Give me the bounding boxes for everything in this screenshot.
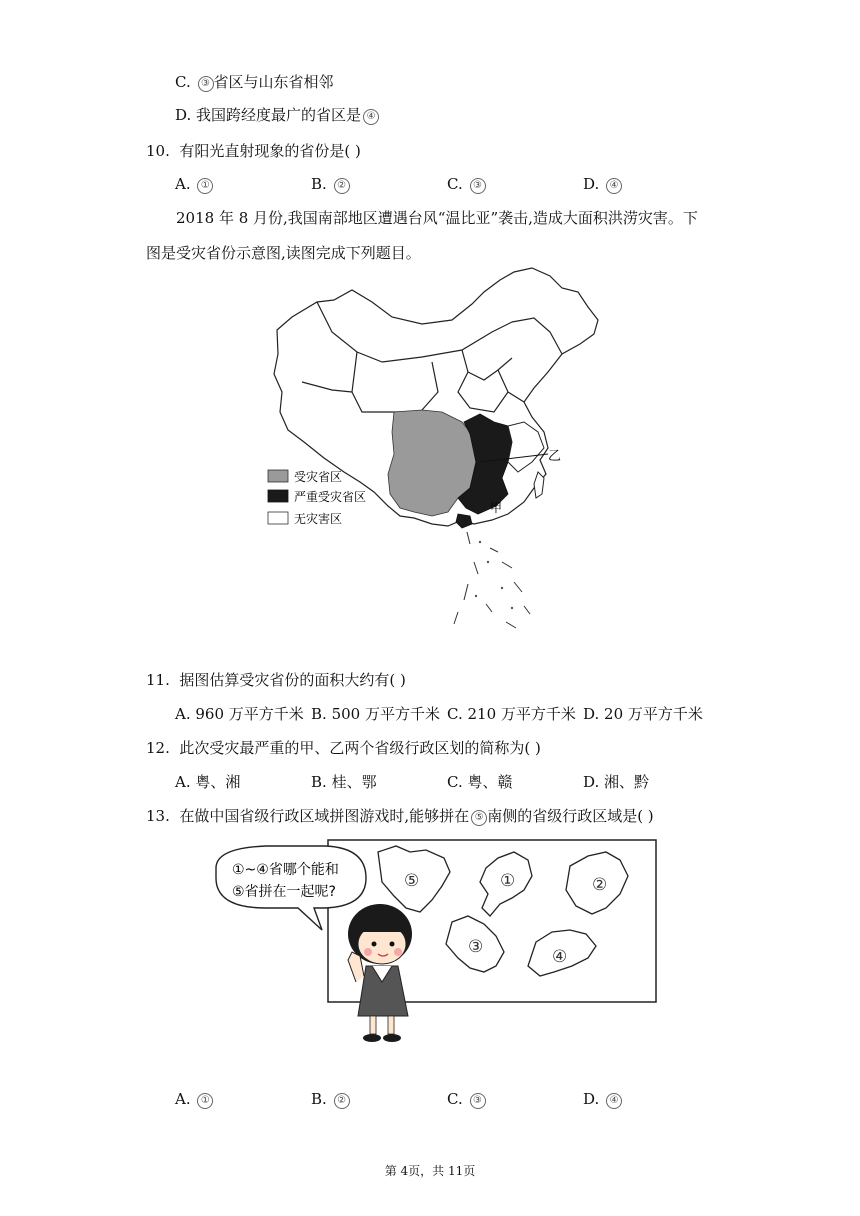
- piece-label-5: ⑤: [404, 871, 420, 891]
- legend-severe: 严重受灾省区: [294, 490, 367, 504]
- q9-option-d: D. 我国跨经度最广的省区是 ④: [175, 105, 379, 125]
- q10-option-a: A. ①: [175, 174, 213, 194]
- label-jia: 甲: [490, 501, 503, 515]
- piece-label-1: ①: [500, 871, 516, 891]
- q13-option-a: A. ①: [175, 1089, 213, 1109]
- q12-stem: 12. 此次受灾最严重的甲、乙两个省级行政区划的简称为( ): [146, 739, 541, 757]
- legend-swatch-none: [268, 512, 288, 524]
- q13-option-b: B. ②: [311, 1089, 350, 1109]
- piece-label-2: ②: [592, 875, 608, 895]
- q11-option-b: B. 500 万平方千米: [311, 705, 440, 723]
- china-flood-map: [262, 262, 612, 634]
- q13-stem: 13. 在做中国省级行政区域拼图游戏时,能够拼在 ⑤ 南侧的省级行政区域是( ): [146, 807, 654, 825]
- page-footer: 第 4页，共 11页: [384, 1164, 476, 1178]
- q10-option-d: D. ④: [583, 174, 622, 194]
- map-legend: [268, 469, 366, 526]
- q11-option-a: A. 960 万平方千米: [175, 705, 304, 723]
- legend-none: 无灾害区: [294, 512, 343, 526]
- piece-label-4: ④: [552, 947, 568, 967]
- bubble-text-1: ①~④省哪个能和: [232, 862, 339, 878]
- island-dots: [475, 541, 513, 609]
- q9-option-c: C. ③ 省区与山东省相邻: [175, 73, 334, 91]
- q13-option-c: C. ③: [447, 1089, 486, 1109]
- q12-option-d: D. 湘、黔: [583, 773, 650, 791]
- q12-option-b: B. 桂、鄂: [311, 773, 377, 791]
- legend-affected: 受灾省区: [294, 470, 343, 484]
- q10-option-c: C. ③: [447, 174, 486, 194]
- q13-option-d: D. ④: [583, 1089, 622, 1109]
- legend-swatch-affected: [268, 470, 288, 482]
- q12-option-a: A. 粤、湘: [175, 773, 241, 791]
- q11-stem: 11. 据图估算受灾省份的面积大约有( ): [146, 671, 406, 689]
- puzzle-figure: [196, 838, 664, 1050]
- circled-number: ④: [363, 109, 379, 125]
- legend-swatch-severe: [268, 490, 288, 502]
- passage-line-1: 2018 年 8 月份,我国南部地区遭遇台风“温比亚”袭击,造成大面积洪涝灾害。下: [176, 209, 698, 227]
- circled-number: ③: [198, 76, 214, 92]
- q10-stem: 10. 有阳光直射现象的省份是( ): [146, 142, 361, 160]
- piece-label-3: ③: [468, 937, 484, 957]
- q11-option-d: D. 20 万平方千米: [583, 705, 703, 723]
- q12-option-c: C. 粤、赣: [447, 773, 513, 791]
- q11-option-c: C. 210 万平方千米: [447, 705, 576, 723]
- q10-option-b: B. ②: [311, 174, 350, 194]
- china-map-svg: [262, 262, 612, 634]
- bubble-text-2: ⑤省拼在一起呢?: [232, 884, 336, 900]
- label-yi: 乙: [548, 449, 562, 464]
- passage-line-2: 图是受灾省份示意图,读图完成下列题目。: [146, 244, 421, 262]
- south-sea-islands: [454, 532, 530, 628]
